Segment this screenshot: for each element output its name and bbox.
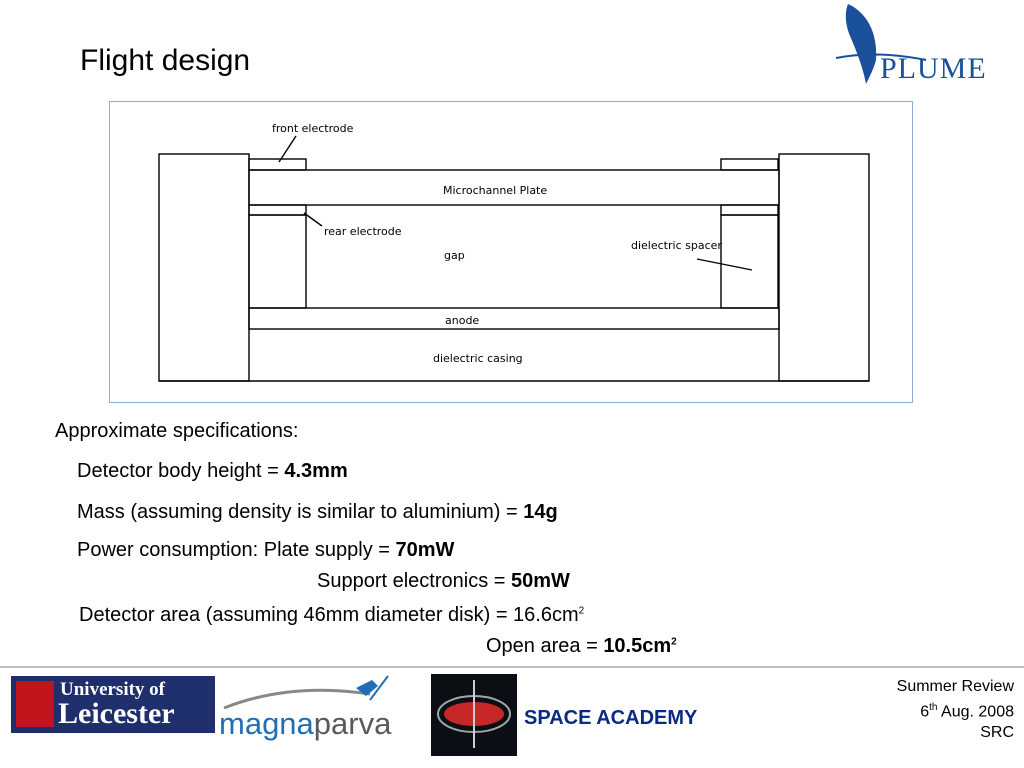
slide-title: Flight design bbox=[80, 44, 251, 77]
footer-divider bbox=[0, 666, 1024, 668]
dielectric-spacer-left bbox=[249, 215, 306, 308]
spec-open-value: 10.5cm bbox=[603, 635, 672, 657]
review-title: Summer Review bbox=[896, 678, 1014, 695]
leicester-shield-icon bbox=[16, 681, 54, 727]
leicester-logo-line1: University of bbox=[60, 679, 166, 700]
specs-heading: Approximate specifications: bbox=[55, 420, 299, 442]
spec-support-label: Support electronics = bbox=[317, 570, 511, 592]
spec-power-label: Power consumption: Plate supply = bbox=[77, 539, 396, 561]
plume-logo-text: PLUME bbox=[880, 52, 987, 85]
spec-open-sup: 2 bbox=[671, 636, 677, 648]
front-electrode-label: front electrode bbox=[272, 122, 354, 135]
review-info bbox=[897, 676, 1014, 743]
national-space-centre-logo bbox=[431, 674, 517, 756]
dielectric-casing-left-wall bbox=[159, 154, 249, 381]
detector-diagram bbox=[110, 102, 912, 402]
rear-electrode-label: rear electrode bbox=[324, 225, 402, 238]
spec-open-area bbox=[486, 635, 677, 658]
spec-mass bbox=[77, 501, 558, 524]
spec-area bbox=[79, 604, 584, 627]
front-electrode-right bbox=[721, 159, 778, 170]
detector-diagram-frame bbox=[109, 101, 913, 403]
spec-power bbox=[77, 539, 454, 562]
dielectric-spacer-leader bbox=[697, 259, 752, 270]
front-electrode-left bbox=[249, 159, 306, 170]
gap-label: gap bbox=[444, 249, 465, 262]
leicester-logo-line2: Leicester bbox=[58, 697, 175, 730]
spec-open-label: Open area = bbox=[486, 635, 604, 657]
rear-electrode-left bbox=[249, 205, 306, 215]
spec-area-sup: 2 bbox=[578, 605, 585, 617]
spec-mass-label: Mass (assuming density is similar to aluminium) = bbox=[77, 501, 524, 523]
review-date-rest: Aug. 2008 bbox=[937, 703, 1014, 721]
spec-area-label: Detector area (assuming 46mm diameter disk) = 16.6cm bbox=[79, 604, 579, 626]
spec-mass-value: 14g bbox=[523, 501, 558, 523]
rear-electrode-leader bbox=[304, 213, 322, 226]
magnaparva-part1: magna bbox=[219, 706, 314, 741]
space-academy-label: SPACE ACADEMY bbox=[524, 707, 698, 729]
front-electrode-leader bbox=[279, 136, 296, 162]
dielectric-casing-right-wall bbox=[779, 154, 869, 381]
dielectric-spacer-label: dielectric spacer bbox=[631, 239, 722, 252]
anode bbox=[249, 308, 779, 329]
leicester-logo bbox=[11, 676, 215, 733]
review-date bbox=[897, 697, 1014, 722]
review-date-day: 6 bbox=[920, 703, 930, 721]
review-date-suffix: th bbox=[929, 702, 938, 713]
review-org: SRC bbox=[980, 724, 1014, 742]
spec-support-value: 50mW bbox=[511, 570, 570, 592]
feather-icon bbox=[846, 4, 876, 84]
spec-power-plate-value: 70mW bbox=[395, 539, 455, 561]
spec-height-value: 4.3mm bbox=[284, 460, 348, 482]
dielectric-spacer-right bbox=[721, 215, 778, 308]
spec-support bbox=[317, 570, 570, 593]
magnaparva-logo-text bbox=[219, 706, 391, 742]
microchannel-plate-label: Microchannel Plate bbox=[443, 184, 548, 197]
dielectric-casing-label: dielectric casing bbox=[433, 352, 523, 365]
spec-height-label: Detector body height = bbox=[77, 460, 285, 482]
anode-label: anode bbox=[445, 314, 480, 327]
rear-electrode-right bbox=[721, 205, 778, 215]
magnaparva-part2: parva bbox=[313, 706, 392, 741]
spec-height bbox=[77, 460, 348, 483]
